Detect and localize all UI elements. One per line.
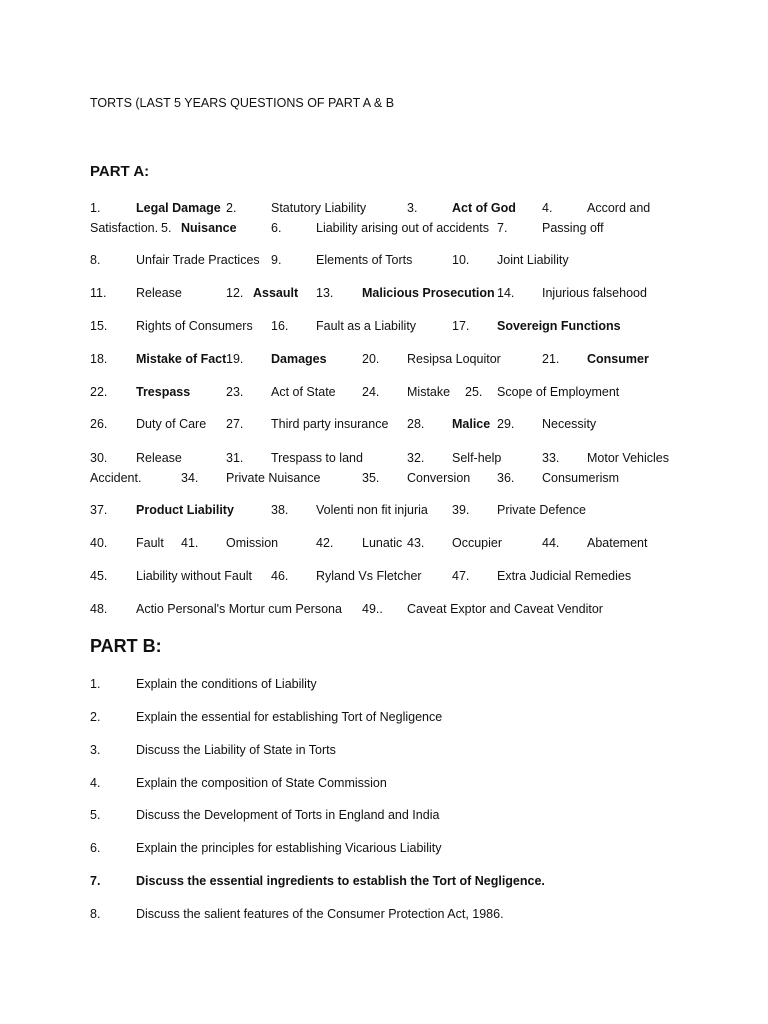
part-a-term: Caveat Exptor and Caveat Venditor — [407, 602, 603, 616]
part-a-number: 8. — [90, 253, 101, 267]
part-a-number: 22. — [90, 385, 108, 399]
part-a-term: Consumerism — [542, 471, 620, 485]
part-a-number: 32. — [407, 451, 425, 465]
part-a-number: 47. — [452, 569, 470, 583]
part-a-number: 26. — [90, 417, 108, 431]
part-a-number: 25. — [465, 385, 483, 399]
part-a-term: Motor Vehicles — [587, 451, 669, 465]
part-a-term: Necessity — [542, 417, 597, 431]
part-a-number: 36. — [497, 471, 515, 485]
part-a-number: 13. — [316, 286, 334, 300]
part-a-term: Third party insurance — [271, 417, 389, 431]
part-b-question: Explain the conditions of Liability — [136, 677, 317, 691]
part-a-term: Accord and — [587, 201, 651, 215]
part-a-number: 12. — [226, 286, 244, 300]
part-a-term: Legal Damage — [136, 201, 221, 215]
part-a-term-continued: Satisfaction. — [90, 221, 159, 235]
part-a-number: 33. — [542, 451, 560, 465]
part-a-number: 20. — [362, 352, 380, 366]
part-a-term: Damages — [271, 352, 327, 366]
part-a-term: Release — [136, 286, 182, 300]
part-b-question: Explain the composition of State Commission — [136, 776, 387, 790]
part-a-number: 15. — [90, 319, 108, 333]
part-a-term: Actio Personal's Mortur cum Persona — [136, 602, 342, 616]
part-b-number: 3. — [90, 743, 101, 757]
part-a-number: 44. — [542, 536, 560, 550]
part-a-number: 48. — [90, 602, 108, 616]
part-a-number: 39. — [452, 503, 470, 517]
part-a-term: Malice — [452, 417, 491, 431]
part-a-term: Mistake — [407, 385, 451, 399]
part-a-number: 42. — [316, 536, 334, 550]
part-a-term: Private Defence — [497, 503, 586, 517]
part-b-question: Discuss the salient features of the Consumer Protection Act, 1986. — [136, 907, 504, 921]
part-a-number: 38. — [271, 503, 289, 517]
part-a-term: Statutory Liability — [271, 201, 367, 215]
part-a-number: 7. — [497, 221, 508, 235]
part-a-term: Resipsa Loquitor — [407, 352, 501, 366]
part-a-term: Trespass — [136, 385, 191, 399]
part-a-number: 3. — [407, 201, 418, 215]
part-b-question: Discuss the Development of Torts in England and India — [136, 808, 440, 822]
part-a-term: Passing off — [542, 221, 604, 235]
document-title: TORTS (LAST 5 YEARS QUESTIONS OF PART A & B — [90, 96, 395, 110]
part-a-number: 28. — [407, 417, 425, 431]
part-a-heading: PART A: — [90, 163, 150, 180]
part-a-term: Consumer — [587, 352, 649, 366]
part-a-term: Nuisance — [181, 221, 237, 235]
part-a-term: Extra Judicial Remedies — [497, 569, 632, 583]
part-a-number: 41. — [181, 536, 199, 550]
part-a-term: Product Liability — [136, 503, 234, 517]
part-a-number: 5. — [161, 221, 172, 235]
part-b-number: 1. — [90, 677, 101, 691]
part-a-number: 23. — [226, 385, 244, 399]
part-a-term: Lunatic — [362, 536, 403, 550]
part-a-term: Liability without Fault — [136, 569, 253, 583]
part-a-number: 43. — [407, 536, 425, 550]
part-a-term: Conversion — [407, 471, 471, 485]
part-a-number: 4. — [542, 201, 553, 215]
part-a-term: Fault as a Liability — [316, 319, 417, 333]
part-a-number: 34. — [181, 471, 199, 485]
part-a-term: Rights of Consumers — [136, 319, 253, 333]
part-a-number: 29. — [497, 417, 515, 431]
part-a-term: Ryland Vs Fletcher — [316, 569, 422, 583]
part-a-term-continued: Accident. — [90, 471, 142, 485]
part-a-term: Self-help — [452, 451, 502, 465]
part-a-number: 35. — [362, 471, 380, 485]
part-a-term: Scope of Employment — [497, 385, 620, 399]
part-a-number: 1. — [90, 201, 101, 215]
part-a-term: Occupier — [452, 536, 503, 550]
part-a-term: Liability arising out of accidents — [316, 221, 490, 235]
part-a-term: Private Nuisance — [226, 471, 321, 485]
part-b-number: 4. — [90, 776, 101, 790]
part-a-number: 9. — [271, 253, 282, 267]
part-b-question: Discuss the essential ingredients to establish the Tort of Negligence. — [136, 874, 545, 888]
part-a-term: Act of State — [271, 385, 336, 399]
part-a-term: Duty of Care — [136, 417, 207, 431]
part-a-term: Mistake of Fact — [136, 352, 227, 366]
part-a-number: 46. — [271, 569, 289, 583]
part-b-number: 5. — [90, 808, 101, 822]
part-a-number: 40. — [90, 536, 108, 550]
part-a-number: 14. — [497, 286, 515, 300]
part-a-number: 31. — [226, 451, 244, 465]
part-a-number: 27. — [226, 417, 244, 431]
part-a-term: Abatement — [587, 536, 648, 550]
part-a-number: 11. — [90, 286, 107, 300]
part-a-term: Malicious Prosecution — [362, 286, 495, 300]
part-a-number: 37. — [90, 503, 108, 517]
part-a-term: Omission — [226, 536, 279, 550]
part-b-heading: PART B: — [90, 636, 162, 656]
part-a-number: 18. — [90, 352, 108, 366]
part-b-question: Explain the essential for establishing Tort of Negligence — [136, 710, 443, 724]
part-b-number: 7. — [90, 874, 101, 888]
part-a-term: Elements of Torts — [316, 253, 413, 267]
part-a-term: Fault — [136, 536, 164, 550]
part-a-term: Trespass to land — [271, 451, 363, 465]
part-a-term: Sovereign Functions — [497, 319, 621, 333]
part-a-term: Volenti non fit injuria — [316, 503, 428, 517]
part-a-number: 17. — [452, 319, 470, 333]
part-b-number: 8. — [90, 907, 101, 921]
part-a-number: 2. — [226, 201, 237, 215]
part-a-number: 6. — [271, 221, 282, 235]
part-a-term: Release — [136, 451, 182, 465]
part-a-number: 24. — [362, 385, 380, 399]
part-a-number: 19. — [226, 352, 244, 366]
part-a-term: Assault — [253, 286, 299, 300]
part-a-term: Injurious falsehood — [542, 286, 647, 300]
part-a-term: Act of God — [452, 201, 516, 215]
part-b-number: 6. — [90, 841, 101, 855]
part-a-number: 10. — [452, 253, 470, 267]
part-a-term: Joint Liability — [497, 253, 569, 267]
part-a-term: Unfair Trade Practices — [136, 253, 260, 267]
part-a-number: 30. — [90, 451, 108, 465]
part-a-number: 45. — [90, 569, 108, 583]
part-b-question: Discuss the Liability of State in Torts — [136, 743, 336, 757]
part-b-question: Explain the principles for establishing Vicarious Liability — [136, 841, 442, 855]
part-a-number: 16. — [271, 319, 289, 333]
part-a-number: 21. — [542, 352, 560, 366]
part-b-number: 2. — [90, 710, 101, 724]
part-a-number: 49.. — [362, 602, 383, 616]
